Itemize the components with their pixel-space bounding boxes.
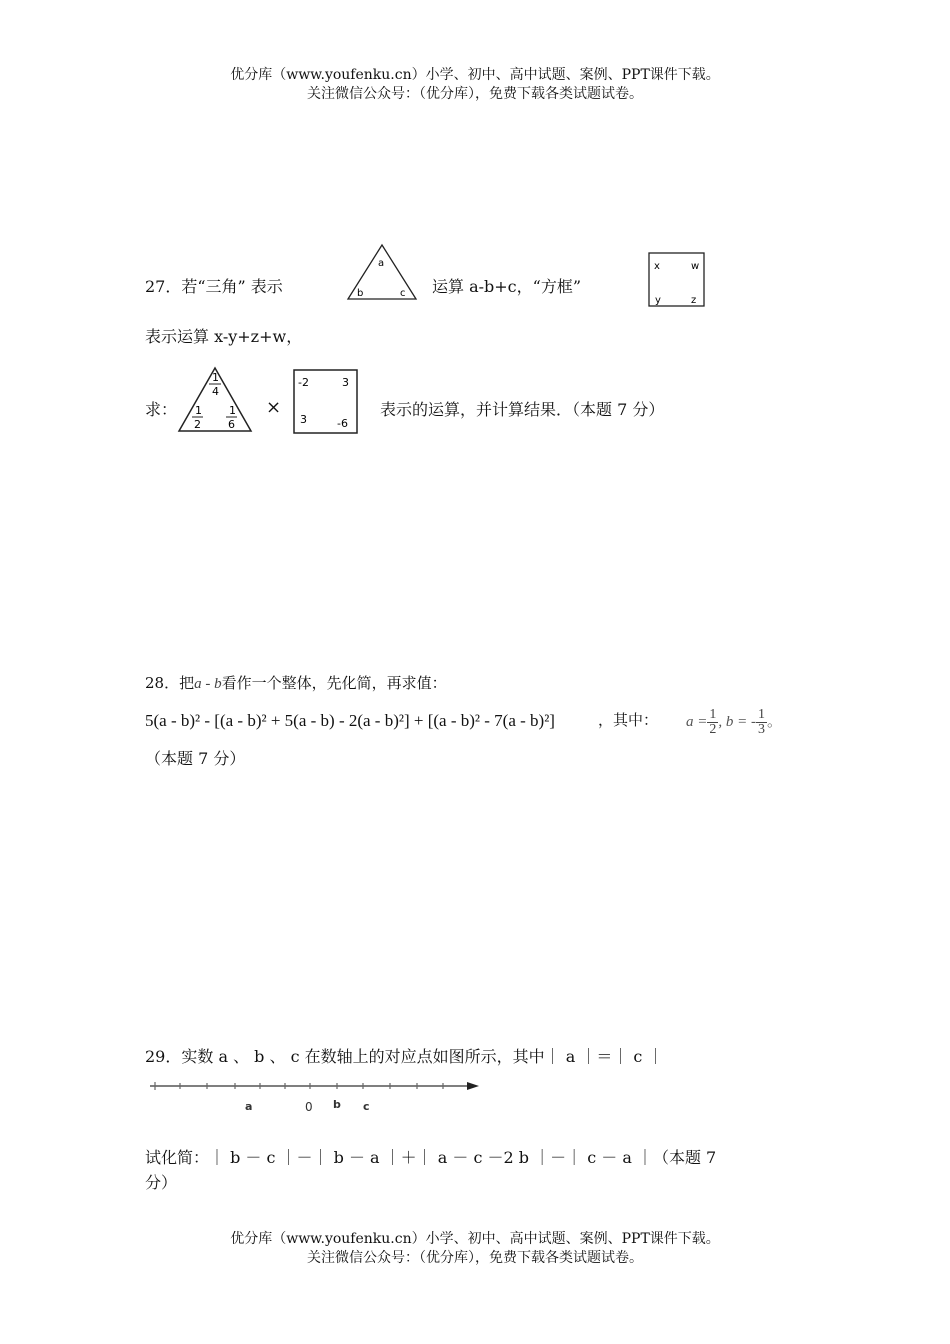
q29-line3: 分） bbox=[145, 1173, 178, 1192]
q28-after: 看作一个整体，先化简，再求值： bbox=[221, 674, 447, 692]
box-value-tl: -2 bbox=[298, 376, 309, 389]
q28-line1 bbox=[145, 672, 447, 695]
triangle-label-a: a bbox=[378, 258, 385, 269]
q28-expression: 5(a - b)² - [(a - b)² + 5(a - b) - 2(a - b)²] + [(a - b)² - 7(a - b)²] bbox=[145, 711, 555, 730]
box-label-y: y bbox=[655, 295, 661, 306]
times-sign: × bbox=[266, 397, 282, 418]
triangle-top-den: 4 bbox=[212, 385, 219, 398]
triangle-label-c: c bbox=[400, 288, 406, 299]
q29-line2: 试化简：｜ b － c ｜－｜ b － a ｜＋｜ a － c －2 b ｜－｜ c － a ｜（本题 7 bbox=[145, 1148, 717, 1167]
number-line-figure bbox=[145, 1077, 485, 1119]
box-label-x: x bbox=[654, 261, 660, 272]
triangle-top-num: 1 bbox=[212, 371, 219, 384]
q28-cond-a: a = bbox=[686, 714, 708, 730]
q27-middle: 运算 a-b+c，“方框” bbox=[432, 277, 582, 296]
q27-line2: 表示运算 x-y+z+w， bbox=[145, 327, 303, 346]
q28-condition bbox=[686, 701, 782, 742]
triangle-definition-figure bbox=[345, 242, 419, 302]
triangle-label-b: b bbox=[357, 288, 364, 299]
q27-prefix: 27．若“三角” 表示 bbox=[145, 277, 283, 296]
q28-period: 。 bbox=[767, 712, 783, 730]
number-line-label-a: a bbox=[245, 1100, 253, 1113]
q28-variable: a - b bbox=[194, 676, 222, 692]
number-line-arrow bbox=[467, 1082, 479, 1090]
q28-frac-a bbox=[707, 708, 718, 737]
q27-ask: 求： bbox=[145, 400, 178, 419]
q27-suffix: 表示的运算，并计算结果．（本题 7 分） bbox=[380, 400, 665, 419]
box-label-z: z bbox=[691, 295, 697, 306]
q28-cond-b: , b = - bbox=[718, 714, 756, 730]
q28-prefix: 28．把 bbox=[145, 674, 195, 692]
footer-line-2: 关注微信公众号：（优分库），免费下载各类试题试卷。 bbox=[307, 1250, 643, 1266]
triangle-left-num: 1 bbox=[195, 404, 202, 417]
number-line-label-zero: 0 bbox=[305, 1100, 313, 1114]
triangle-right-num: 1 bbox=[229, 404, 236, 417]
q28-where: ，其中： bbox=[598, 711, 659, 729]
triangle-values-figure bbox=[176, 366, 254, 434]
q28-frac-a-num: 1 bbox=[709, 706, 717, 722]
triangle-left-den: 2 bbox=[194, 418, 201, 431]
header-line-2: 关注微信公众号：（优分库），免费下载各类试题试卷。 bbox=[307, 86, 643, 102]
triangle-right-den: 6 bbox=[228, 418, 235, 431]
box-definition-figure bbox=[648, 252, 706, 308]
q28-frac-a-den: 2 bbox=[709, 721, 717, 737]
box-value-br: -6 bbox=[337, 417, 348, 430]
box-values-figure bbox=[293, 369, 359, 435]
q28-points: （本题 7 分） bbox=[145, 749, 246, 768]
number-line-label-b: b bbox=[333, 1098, 341, 1111]
header-line-1: 优分库（www.youfenku.cn）小学、初中、高中试题、案例、PPT课件下载。 bbox=[230, 67, 720, 83]
q29-line1: 29．实数 a 、 b 、 c 在数轴上的对应点如图所示，其中｜ a ｜＝｜ c ｜ bbox=[145, 1047, 664, 1066]
number-line-label-c: c bbox=[363, 1100, 370, 1113]
footer-line-1: 优分库（www.youfenku.cn）小学、初中、高中试题、案例、PPT课件下载。 bbox=[230, 1231, 720, 1247]
box-value-bl: 3 bbox=[300, 413, 307, 426]
box-value-tr: 3 bbox=[342, 376, 349, 389]
q28-frac-b-den: 3 bbox=[758, 721, 765, 737]
box-label-w: w bbox=[691, 261, 700, 272]
q28-frac-b-num: 1 bbox=[758, 706, 765, 722]
q28-frac-b bbox=[756, 708, 767, 737]
